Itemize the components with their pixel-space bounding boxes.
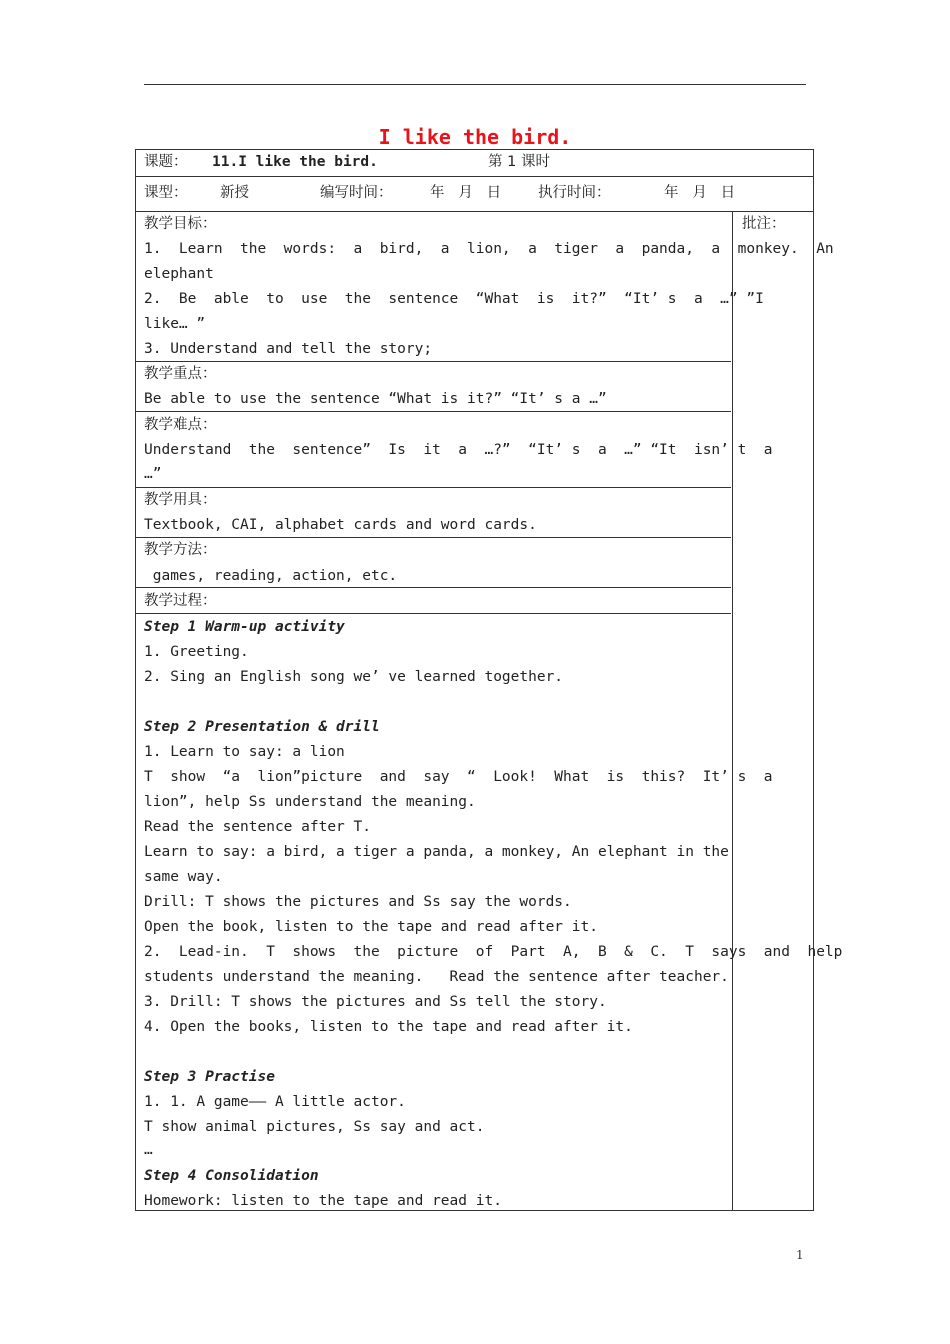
notes-label: 批注： bbox=[742, 216, 786, 232]
objective-line: 3. Understand and tell the story; bbox=[144, 341, 433, 357]
topic-label: 课题： bbox=[144, 154, 188, 170]
step2-line: T show “a lion”picture and say “ Look! What is this? It’ s a bbox=[144, 769, 773, 785]
step2-title: Step 2 Presentation & drill bbox=[144, 719, 380, 735]
write-time-label: 编写时间： bbox=[320, 185, 393, 201]
objective-line: 1. Learn the words: a bird, a lion, a tiger a panda, a monkey. An bbox=[144, 241, 834, 257]
methods-label: 教学方法： bbox=[144, 542, 217, 558]
document-title: I like the bird. bbox=[378, 125, 572, 149]
write-time-date: 年 月 日 bbox=[430, 185, 502, 201]
step4-title: Step 4 Consolidation bbox=[144, 1168, 319, 1184]
step2-line: Open the book, listen to the tape and read after it. bbox=[144, 919, 598, 935]
step2-line: 1. Learn to say: a lion bbox=[144, 744, 345, 760]
methods-text: games, reading, action, etc. bbox=[144, 568, 398, 584]
step2-line: 4. Open the books, listen to the tape and read after it. bbox=[144, 1019, 633, 1035]
step1-line: 1. Greeting. bbox=[144, 644, 249, 660]
lesson-type-value: 新授 bbox=[220, 185, 249, 201]
tools-text: Textbook, CAI, alphabet cards and word cards. bbox=[144, 517, 537, 533]
step2-line: students understand the meaning. Read the sentence after teacher. bbox=[144, 969, 729, 985]
period-label: 第 1 课时 bbox=[488, 154, 550, 170]
step3-title: Step 3 Practise bbox=[144, 1069, 275, 1085]
step1-line: 2. Sing an English song we’ ve learned together. bbox=[144, 669, 564, 685]
exec-time-date: 年 月 日 bbox=[664, 185, 736, 201]
step2-line: Learn to say: a bird, a tiger a panda, a monkey, An elephant in the bbox=[144, 844, 729, 860]
step2-line: 3. Drill: T shows the pictures and Ss tell the story. bbox=[144, 994, 607, 1010]
objective-line: 2. Be able to use the sentence “What is it?” “It’ s a …” ”I bbox=[144, 291, 764, 307]
page-number: 1 bbox=[796, 1248, 804, 1262]
header-rule bbox=[144, 84, 806, 85]
step3-line: T show animal pictures, Ss say and act. bbox=[144, 1119, 485, 1135]
objective-line: like… ” bbox=[144, 316, 206, 332]
objectives-label: 教学目标： bbox=[144, 216, 217, 232]
difficulty-line: Understand the sentence” Is it a …?” “It’ s a …” “It isn’ t a bbox=[144, 442, 773, 458]
objective-line: elephant bbox=[144, 266, 214, 282]
step2-line: Read the sentence after T. bbox=[144, 819, 371, 835]
row-divider bbox=[136, 211, 813, 212]
key-points-label: 教学重点： bbox=[144, 366, 217, 382]
row-divider bbox=[136, 176, 813, 177]
step2-line: 2. Lead-in. T shows the picture of Part A, B & C. T says and help bbox=[144, 944, 843, 960]
row-divider bbox=[136, 613, 731, 614]
key-points-text: Be able to use the sentence “What is it?” “It’ s a …” bbox=[144, 391, 607, 407]
step1-title: Step 1 Warm-up activity bbox=[144, 619, 345, 635]
difficulties-label: 教学难点： bbox=[144, 417, 217, 433]
step2-line: same way. bbox=[144, 869, 223, 885]
step2-line: lion”, help Ss understand the meaning. bbox=[144, 794, 476, 810]
tools-label: 教学用具： bbox=[144, 492, 217, 508]
notes-column-divider bbox=[732, 211, 733, 1211]
step3-line: … bbox=[144, 1142, 153, 1158]
step4-line: Homework: listen to the tape and read it. bbox=[144, 1193, 502, 1209]
exec-time-label: 执行时间： bbox=[538, 185, 611, 201]
row-divider bbox=[136, 487, 731, 488]
difficulty-line: …” bbox=[144, 466, 162, 482]
step2-line: Drill: T shows the pictures and Ss say the words. bbox=[144, 894, 572, 910]
step3-line: 1. 1. A game—— A little actor. bbox=[144, 1094, 406, 1110]
process-label: 教学过程： bbox=[144, 593, 217, 609]
lesson-type-label: 课型： bbox=[144, 185, 188, 201]
lesson-plan-table bbox=[135, 149, 843, 1211]
topic-value: 11.I like the bird. bbox=[212, 154, 378, 170]
